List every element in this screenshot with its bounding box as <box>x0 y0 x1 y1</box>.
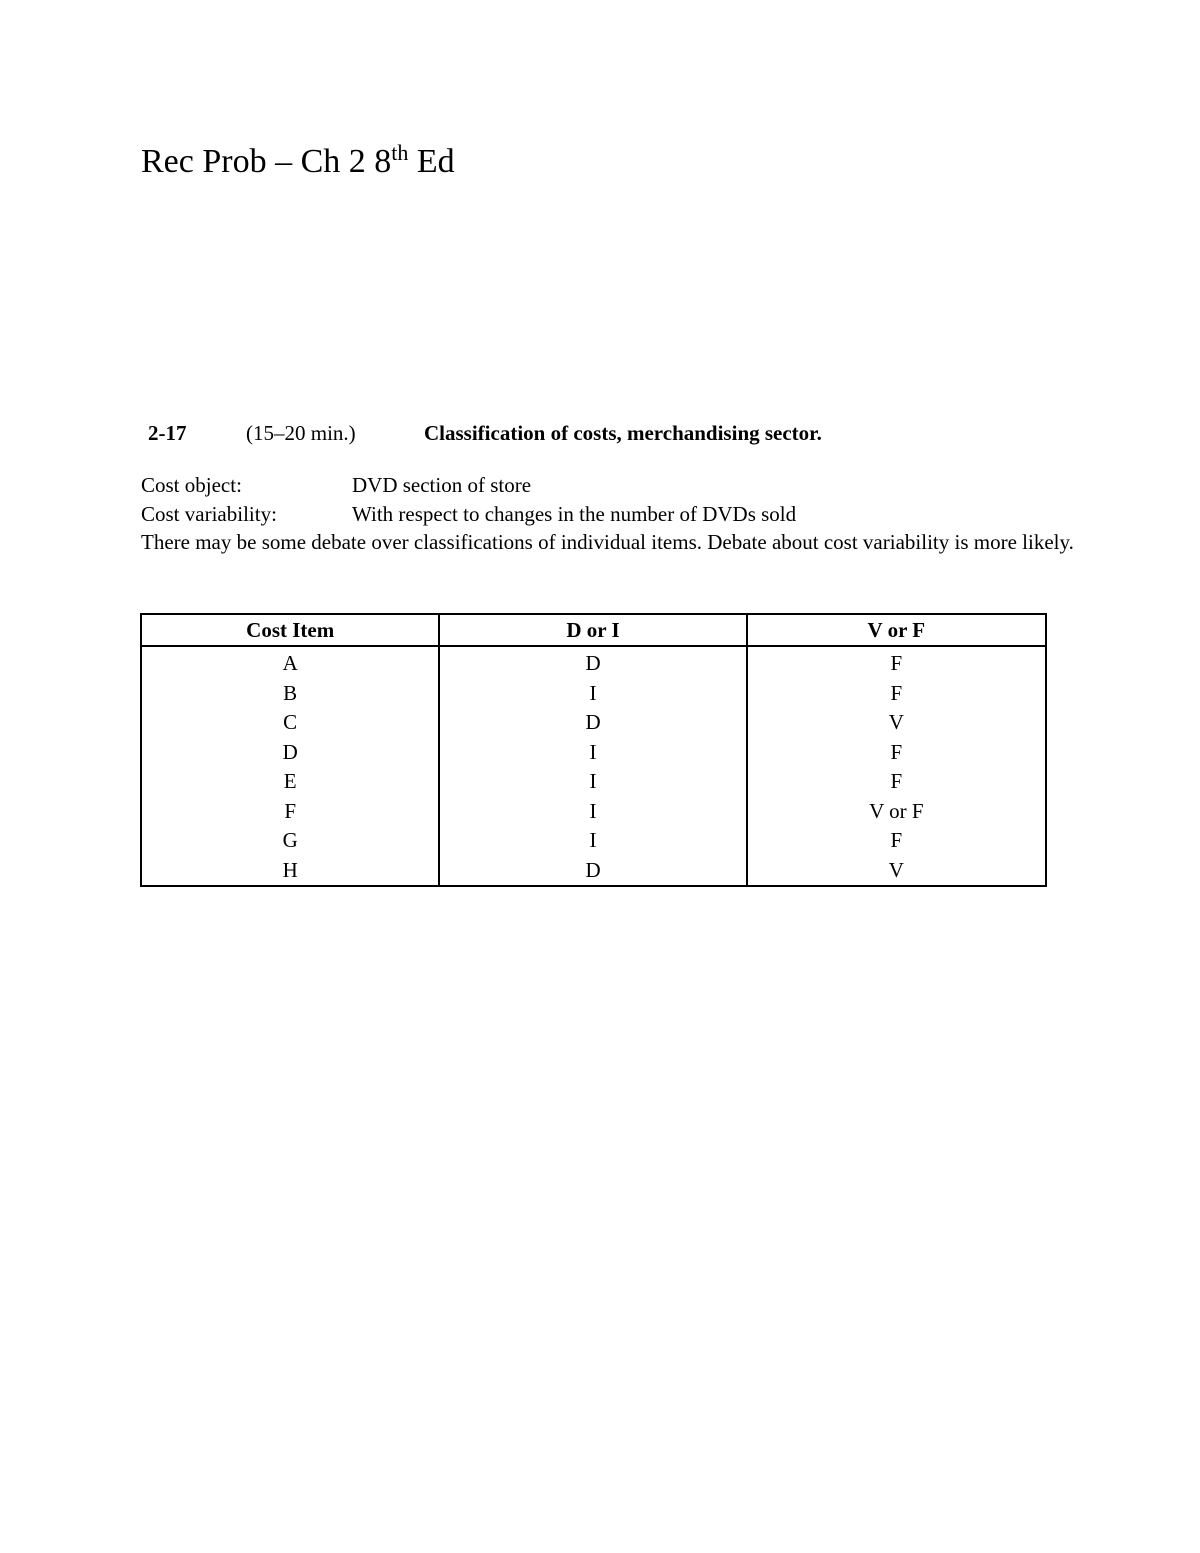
table-row <box>141 708 1046 738</box>
cost-item-cell: H <box>141 856 439 887</box>
title-prefix: Rec Prob – Ch 2 8 <box>141 143 392 180</box>
table-row <box>141 826 1046 856</box>
d-or-i-cell: D <box>439 646 746 679</box>
d-or-i-cell: I <box>439 738 746 768</box>
table-row <box>141 738 1046 768</box>
table-row <box>141 646 1046 679</box>
table-row <box>141 767 1046 797</box>
cost-variability-row <box>141 500 1081 529</box>
v-or-f-cell: V or F <box>747 797 1046 827</box>
cost-variability-value: With respect to changes in the number of DVDs sold <box>352 501 797 526</box>
table-row <box>141 679 1046 709</box>
v-or-f-cell: F <box>747 826 1046 856</box>
d-or-i-cell: I <box>439 826 746 856</box>
title-suffix: Ed <box>408 143 455 180</box>
cost-item-cell: G <box>141 826 439 856</box>
cost-item-cell: C <box>141 708 439 738</box>
d-or-i-cell: D <box>439 708 746 738</box>
v-or-f-cell: V <box>747 856 1046 887</box>
table-row <box>141 797 1046 827</box>
header-cost-item: Cost Item <box>141 614 439 646</box>
title-superscript: th <box>391 139 409 165</box>
cost-object-row <box>141 471 1081 500</box>
header-v-or-f: V or F <box>747 614 1046 646</box>
v-or-f-cell: F <box>747 738 1046 768</box>
v-or-f-cell: F <box>747 679 1046 709</box>
cost-item-cell: B <box>141 679 439 709</box>
problem-number: 2-17 <box>148 421 187 445</box>
cost-item-cell: A <box>141 646 439 679</box>
classification-note: There may be some debate over classifications of individual items. Debate about cost variability is more likely. <box>141 530 1074 554</box>
cost-variability-label: Cost variability: <box>141 501 277 526</box>
page-title <box>141 138 455 186</box>
d-or-i-cell: D <box>439 856 746 887</box>
v-or-f-cell: V <box>747 708 1046 738</box>
problem-time: (15–20 min.) <box>246 421 356 445</box>
d-or-i-cell: I <box>439 767 746 797</box>
problem-heading <box>141 418 1101 448</box>
header-d-or-i: D or I <box>439 614 746 646</box>
table-row <box>141 856 1046 887</box>
cost-item-cell: F <box>141 797 439 827</box>
d-or-i-cell: I <box>439 797 746 827</box>
cost-item-cell: E <box>141 767 439 797</box>
problem-title: Classification of costs, merchandising sector. <box>424 421 822 445</box>
v-or-f-cell: F <box>747 646 1046 679</box>
d-or-i-cell: I <box>439 679 746 709</box>
cost-classification-table <box>140 613 1047 887</box>
v-or-f-cell: F <box>747 767 1046 797</box>
cost-item-cell: D <box>141 738 439 768</box>
cost-object-label: Cost object: <box>141 473 242 497</box>
table-header-row <box>141 614 1046 646</box>
problem-info <box>141 471 1081 557</box>
cost-object-value: DVD section of store <box>352 473 532 497</box>
